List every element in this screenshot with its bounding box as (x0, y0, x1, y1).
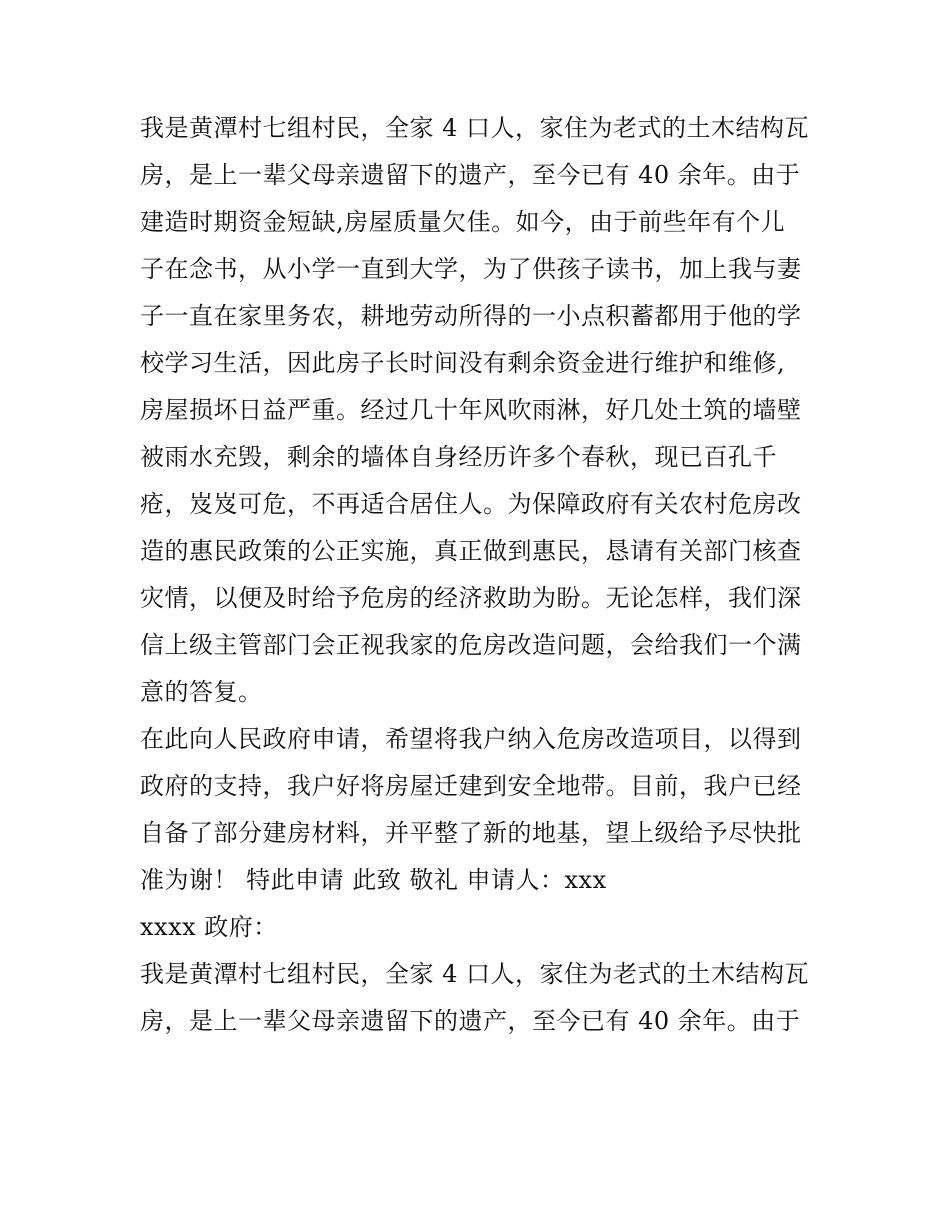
document-body (140, 105, 830, 1045)
text-line: 子在念书，从小学一直到大学，为了供孩子读书，加上我与妻 (140, 255, 802, 283)
text-line: 意的答复。 (140, 678, 263, 706)
text-line: 房屋损坏日益严重。经过几十年风吹雨淋，好几处土筑的墙壁 (140, 396, 802, 424)
text-line: 信上级主管部门会正视我家的危房改造问题，会给我们一个满 (140, 631, 802, 659)
text-line: xxxx 政府： (140, 913, 278, 941)
text-line: 造的惠民政策的公正实施，真正做到惠民，恳请有关部门核查 (140, 537, 802, 565)
text-line: 自备了部分建房材料，并平整了新的地基，望上级给予尽快批 (140, 819, 802, 847)
text-line: 在此向人民政府申请，希望将我户纳入危房改造项目，以得到 (140, 725, 802, 753)
text-line: 房，是上一辈父母亲遗留下的遗产，至今已有 40 余年。由于 (140, 161, 801, 189)
text-line: 准为谢！ 特此申请 此致 敬礼 申请人：xxx (140, 866, 607, 894)
text-line: 被雨水充毁，剩余的墙体自身经历许多个春秋，现已百孔千 (140, 443, 777, 471)
text-line: 我是黄潭村七组村民，全家 4 口人，家住为老式的土木结构瓦 (140, 114, 810, 142)
text-line: 政府的支持，我户好将房屋迁建到安全地带。目前，我户已经 (140, 772, 802, 800)
text-line: 房，是上一辈父母亲遗留下的遗产，至今已有 40 余年。由于 (140, 1007, 801, 1035)
text-line: 我是黄潭村七组村民，全家 4 口人，家住为老式的土木结构瓦 (140, 960, 810, 988)
text-line: 校学习生活，因此房子长时间没有剩余资金进行维护和维修, (140, 349, 786, 377)
text-line: 子一直在家里务农，耕地劳动所得的一小点积蓄都用于他的学 (140, 302, 802, 330)
text-line: 建造时期资金短缺,房屋质量欠佳。如今，由于前些年有个儿 (140, 208, 786, 236)
text-line: 灾情，以便及时给予危房的经济救助为盼。无论怎样，我们深 (140, 584, 802, 612)
text-line: 疮，岌岌可危，不再适合居住人。为保障政府有关农村危房改 (140, 490, 802, 518)
